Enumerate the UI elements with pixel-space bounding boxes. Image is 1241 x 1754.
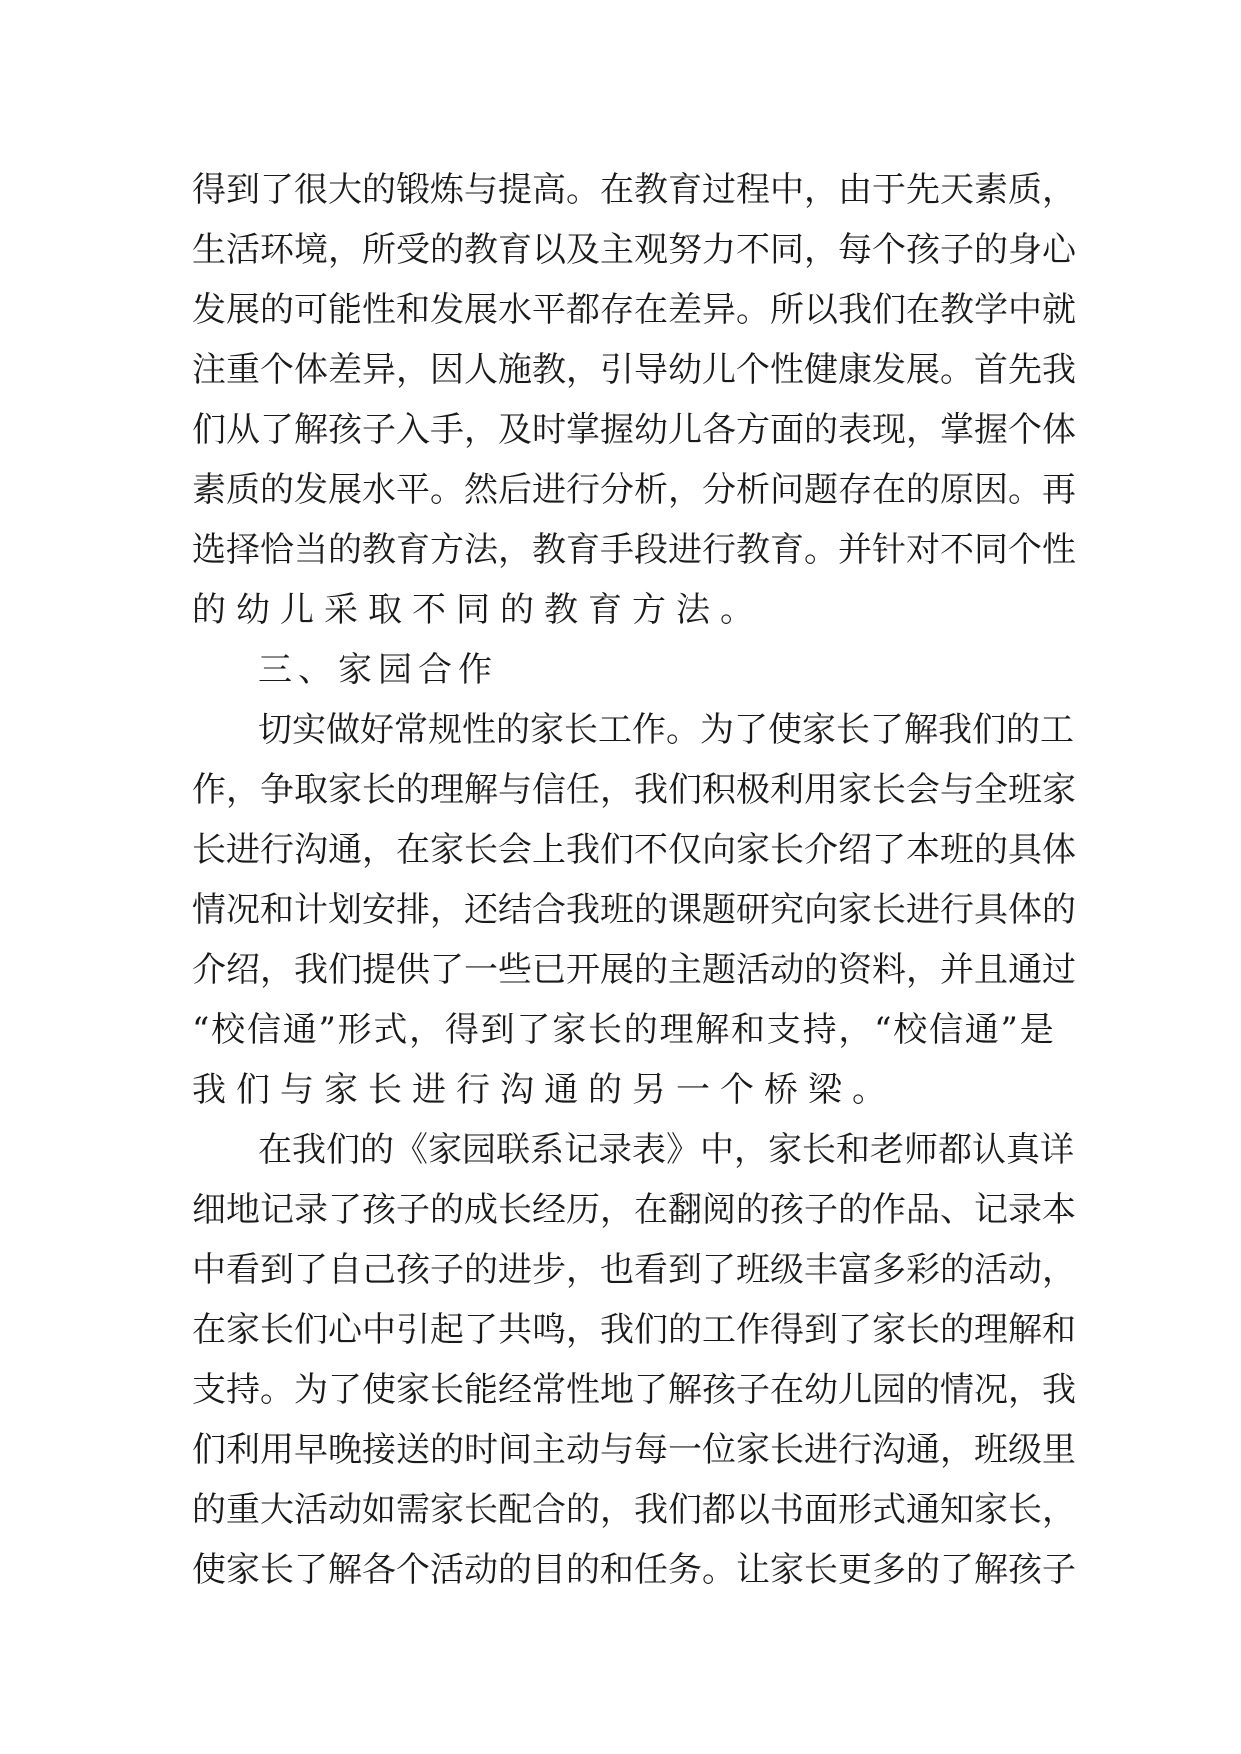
text-line: 发 展 的 可 能 性 和 发 展 水 平 都 存 在 差 异 。 所 以 我 们 在 教 学 中 就	[192, 290, 1076, 330]
text-line: 中 看 到 了 自 己 孩 子 的 进 步 ， 也 看 到 了 班 级 丰 富 多 彩 的 活 动 ，	[192, 1250, 1076, 1290]
text-line: 注 重 个 体 差 异 ， 因 人 施 教 ， 引 导 幼 儿 个 性 健 康 发 展 。 首 先 我	[192, 350, 1076, 390]
text-line: 长 进 行 沟 通 ， 在 家 长 会 上 我 们 不 仅 向 家 长 介 绍 了 本 班 的 具 体	[192, 830, 1076, 870]
text-line: 的 重 大 活 动 如 需 家 长 配 合 的 ， 我 们 都 以 书 面 形 式 通 知 家 长 ，	[192, 1490, 1076, 1530]
text-line: 在 家 长 们 心 中 引 起 了 共 鸣 ， 我 们 的 工 作 得 到 了 家 长 的 理 解 和	[192, 1310, 1076, 1350]
text-line: 细 地 记 录 了 孩 子 的 成 长 经 历 ， 在 翻 阅 的 孩 子 的 作 品 、 记 录 本	[192, 1190, 1076, 1230]
text-line: 生 活 环 境 ， 所 受 的 教 育 以 及 主 观 努 力 不 同 ， 每 个 孩 子 的 身 心	[192, 230, 1076, 270]
document-body	[192, 160, 1076, 1600]
text-line: 在 我 们 的 《 家 园 联 系 记 录 表 》 中 ， 家 长 和 老 师 都 认 真 详	[258, 1130, 1074, 1170]
text-line: 作 ， 争 取 家 长 的 理 解 与 信 任 ， 我 们 积 极 利 用 家 长 会 与 全 班 家	[192, 770, 1076, 810]
text-line: 情 况 和 计 划 安 排 ， 还 结 合 我 班 的 课 题 研 究 向 家 长 进 行 具 体 的	[192, 890, 1076, 930]
text-line: 选 择 恰 当 的 教 育 方 法 ， 教 育 手 段 进 行 教 育 。 并 针 对 不 同 个 性	[192, 530, 1076, 570]
text-line: 我们与家长进行沟通的另一个桥梁。	[192, 1070, 896, 1110]
text-line: 的幼儿采取不同的教育方法。	[192, 590, 764, 630]
text-line: 切 实 做 好 常 规 性 的 家 长 工 作 。 为 了 使 家 长 了 解 我 们 的 工	[258, 710, 1074, 750]
text-line: 素 质 的 发 展 水 平 。 然 后 进 行 分 析 ， 分 析 问 题 存 在 的 原 因 。 再	[192, 470, 1076, 510]
text-line: 介 绍 ， 我 们 提 供 了 一 些 已 开 展 的 主 题 活 动 的 资 料 ， 并 且 通 过	[192, 950, 1076, 990]
section-heading: 三、家园合作	[258, 650, 498, 690]
text-line: “ 校 信 通 ” 形 式 ， 得 到 了 家 长 的 理 解 和 支 持 ， “ 校 信 通 ” 是	[192, 1010, 1054, 1050]
text-line: 使 家 长 了 解 各 个 活 动 的 目 的 和 任 务 。 让 家 长 更 多 的 了 解 孩 子	[192, 1550, 1076, 1590]
text-line: 们 利 用 早 晚 接 送 的 时 间 主 动 与 每 一 位 家 长 进 行 沟 通 ， 班 级 里	[192, 1430, 1076, 1470]
text-line: 支 持 。 为 了 使 家 长 能 经 常 性 地 了 解 孩 子 在 幼 儿 园 的 情 况 ， 我	[192, 1370, 1076, 1410]
text-line: 们 从 了 解 孩 子 入 手 ， 及 时 掌 握 幼 儿 各 方 面 的 表 现 ， 掌 握 个 体	[192, 410, 1076, 450]
text-line: 得 到 了 很 大 的 锻 炼 与 提 高 。 在 教 育 过 程 中 ， 由 于 先 天 素 质 ，	[192, 170, 1076, 210]
